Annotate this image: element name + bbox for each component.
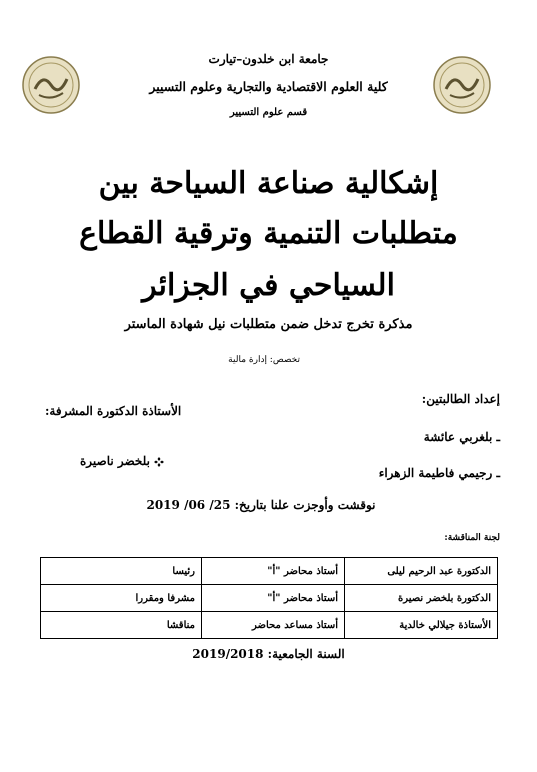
four-diamond-bullet-icon xyxy=(154,457,164,467)
students-label: إعداد الطالبتين: xyxy=(421,392,500,406)
specialty: تخصص: إدارة مالية xyxy=(228,355,300,365)
thesis-title-line-1: إشكالية صناعة السياحة بين xyxy=(98,166,439,201)
academic-year: السنة الجامعية: 2019/2018 xyxy=(192,647,345,661)
jury-member-rank: أستاذ مساعد محاضر xyxy=(202,612,345,639)
jury-member-name: الدكتورة بلخضر نصيرة xyxy=(345,585,498,612)
jury-table xyxy=(40,557,498,639)
jury-member-role: مناقشا xyxy=(41,612,202,639)
jury-member-role: رئيسا xyxy=(41,558,202,585)
jury-member-role: مشرفا ومقررا xyxy=(41,585,202,612)
thesis-subtitle: مذكرة تخرج تدخل ضمن متطلبات نيل شهادة الماستر xyxy=(124,317,413,332)
supervisor-label: الأستاذة الدكتورة المشرفة: xyxy=(45,404,182,418)
thesis-title-line-3: السياحي في الجزائر xyxy=(142,268,395,303)
faculty-name: كلية العلوم الاقتصادية والتجارية وعلوم التسيير xyxy=(149,79,388,94)
jury-member-name: الأستاذة جيلالي خالدية xyxy=(345,612,498,639)
jury-member-rank: أستاذ محاضر "أ" xyxy=(202,585,345,612)
university-seal-icon xyxy=(432,55,492,115)
jury-member-rank: أستاذ محاضر "أ" xyxy=(202,558,345,585)
supervisor-entry xyxy=(80,454,164,468)
student-name-1: ـ بلغربي عائشة xyxy=(423,430,500,444)
thesis-title-line-2: متطلبات التنمية وترقية القطاع xyxy=(79,216,458,251)
supervisor-name: بلخضر ناصيرة xyxy=(80,454,150,468)
jury-label: لجنة المناقشة: xyxy=(444,533,500,543)
jury-member-name: الدكتورة عبد الرحيم ليلى xyxy=(345,558,498,585)
student-name-2: ـ رجيمي فاطيمة الزهراء xyxy=(378,466,500,480)
department-name: قسم علوم التسيير xyxy=(229,107,308,118)
defense-date: نوقشت وأوجزت علنا بتاريخ: 25/ 06/ 2019 xyxy=(146,498,376,512)
table-row xyxy=(41,558,498,585)
university-name: جامعة ابن خلدون–تيارت xyxy=(208,52,329,66)
university-seal-icon xyxy=(21,55,81,115)
table-row xyxy=(41,612,498,639)
table-row xyxy=(41,585,498,612)
